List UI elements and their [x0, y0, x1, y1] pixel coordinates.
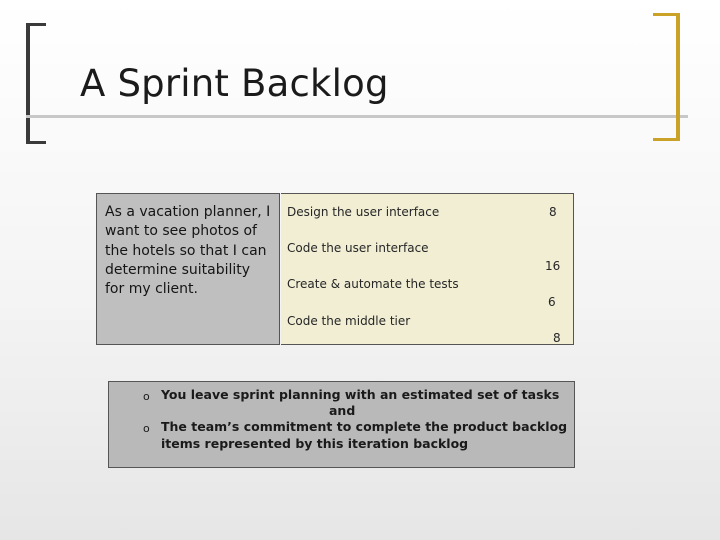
task-name: Code the middle tier [287, 314, 411, 328]
task-list [281, 193, 574, 345]
bullet-text-cont: and [329, 403, 356, 418]
bullet-text: You leave sprint planning with an estimated set of tasks [161, 387, 560, 402]
slide-title: A Sprint Backlog [80, 62, 389, 105]
bullet-marker: o [143, 390, 150, 403]
bullet-text: The team’s commitment to complete the product backlog [161, 419, 568, 434]
task-hours: 8 [549, 205, 557, 219]
task-hours: 16 [545, 259, 561, 273]
task-name: Design the user interface [287, 205, 440, 219]
right-bracket-bottom [653, 138, 680, 141]
summary-box [108, 381, 575, 468]
task-hours: 6 [548, 295, 556, 309]
title-rule [26, 115, 688, 118]
bullet-text-cont: items represented by this iteration backlog [161, 436, 469, 451]
user-story-text: As a vacation planner, I want to see photos of the hotels so that I can determine suitability for my client. [105, 204, 271, 298]
left-bracket-bottom [26, 141, 46, 144]
task-name: Code the user interface [287, 241, 429, 255]
user-story-card [96, 193, 280, 345]
bullet-marker: o [143, 422, 150, 435]
task-hours: 8 [553, 331, 561, 345]
task-name: Create & automate the tests [287, 277, 459, 291]
right-bracket-stem [676, 13, 680, 141]
left-bracket-stem [26, 23, 30, 144]
